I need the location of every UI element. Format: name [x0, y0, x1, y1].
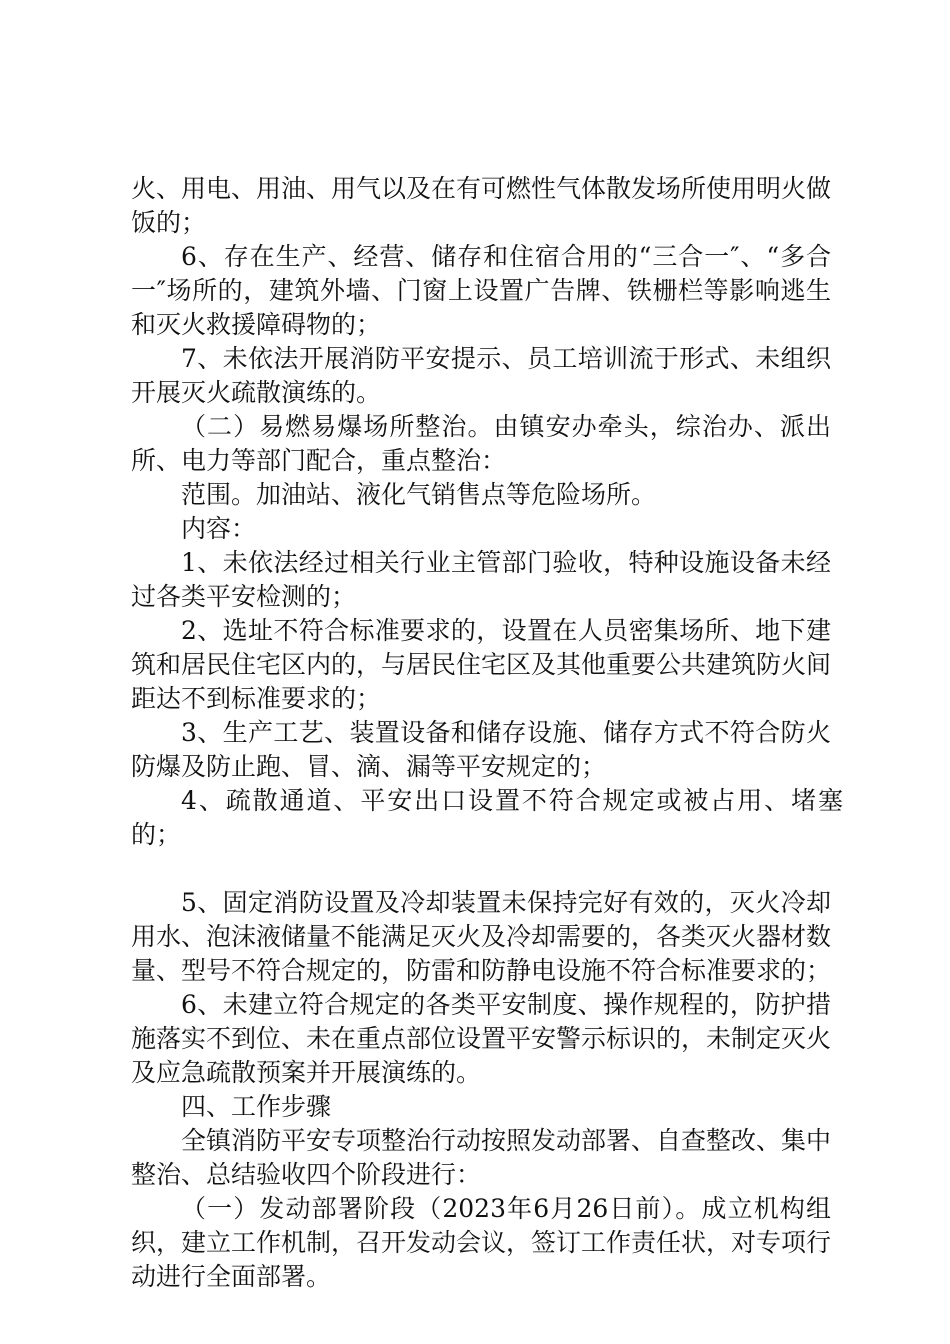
- paragraph-item-1-inspection: 1、未依法经过相关行业主管部门验收，特种设施设备未经过各类平安检测的；: [131, 548, 831, 611]
- paragraph-section-flammable-sites: （二）易燃易爆场所整治。由镇安办牵头，综治办、派出所、电力等部门配合，重点整治：: [131, 412, 831, 475]
- section-heading-work-steps: 四、工作步骤: [181, 1092, 332, 1121]
- paragraph-content-heading: 内容：: [181, 514, 257, 543]
- paragraph-item-6-three-in-one: 6、存在生产、经营、储存和住宿合用的“三合一″、“多合一″场所的，建筑外墙、门窗上设置广告牌、铁栅栏等影响逃生和灭火救援障碍物的；: [131, 242, 831, 339]
- paragraph-item-6-rules: 6、未建立符合规定的各类平安制度、操作规程的，防护措施落实不到位、未在重点部位设置平安警示标识的，未制定灭火及应急疏散预案并开展演练的。: [131, 990, 832, 1087]
- paragraph-item-4-exits: 4、疏散通道、平安出口设置不符合规定或被占用、堵塞的；: [131, 786, 843, 849]
- paragraph-item-5-equipment: 5、固定消防设置及冷却装置未保持完好有效的，灭火冷却用水、泡沫液储量不能满足灭火及冷却需要的，各类灭火器材数量、型号不符合规定的，防雷和防静电设施不符合标准要求的；: [131, 888, 832, 985]
- document-body: [131, 172, 843, 1294]
- paragraph-item-2-siting: 2、选址不符合标准要求的，设置在人员密集场所、地下建筑和居民住宅区内的，与居民住宅区及其他重要公共建筑防火间距达不到标准要求的；: [131, 616, 832, 713]
- paragraph-item-7-training: 7、未依法开展消防平安提示、员工培训流于形式、未组织开展灭火疏散演练的。: [131, 344, 831, 407]
- paragraph-continuation: 火、用电、用油、用气以及在有可燃性气体散发场所使用明火做饭的；: [131, 174, 832, 237]
- paragraph-item-3-process: 3、生产工艺、装置设备和储存设施、储存方式不符合防火防爆及防止跑、冒、滴、漏等平安规定的；: [131, 718, 831, 781]
- paragraph-four-stages: 全镇消防平安专项整治行动按照发动部署、自查整改、集中整治、总结验收四个阶段进行：: [131, 1126, 832, 1189]
- paragraph-scope: 范围。加油站、液化气销售点等危险场所。: [181, 480, 657, 509]
- paragraph-stage-1-deployment: （一）发动部署阶段（2023年6月26日前）。成立机构组织，建立工作机制，召开发动会议，签订工作责任状，对专项行动进行全面部署。: [131, 1194, 832, 1291]
- blank-line: [131, 852, 831, 886]
